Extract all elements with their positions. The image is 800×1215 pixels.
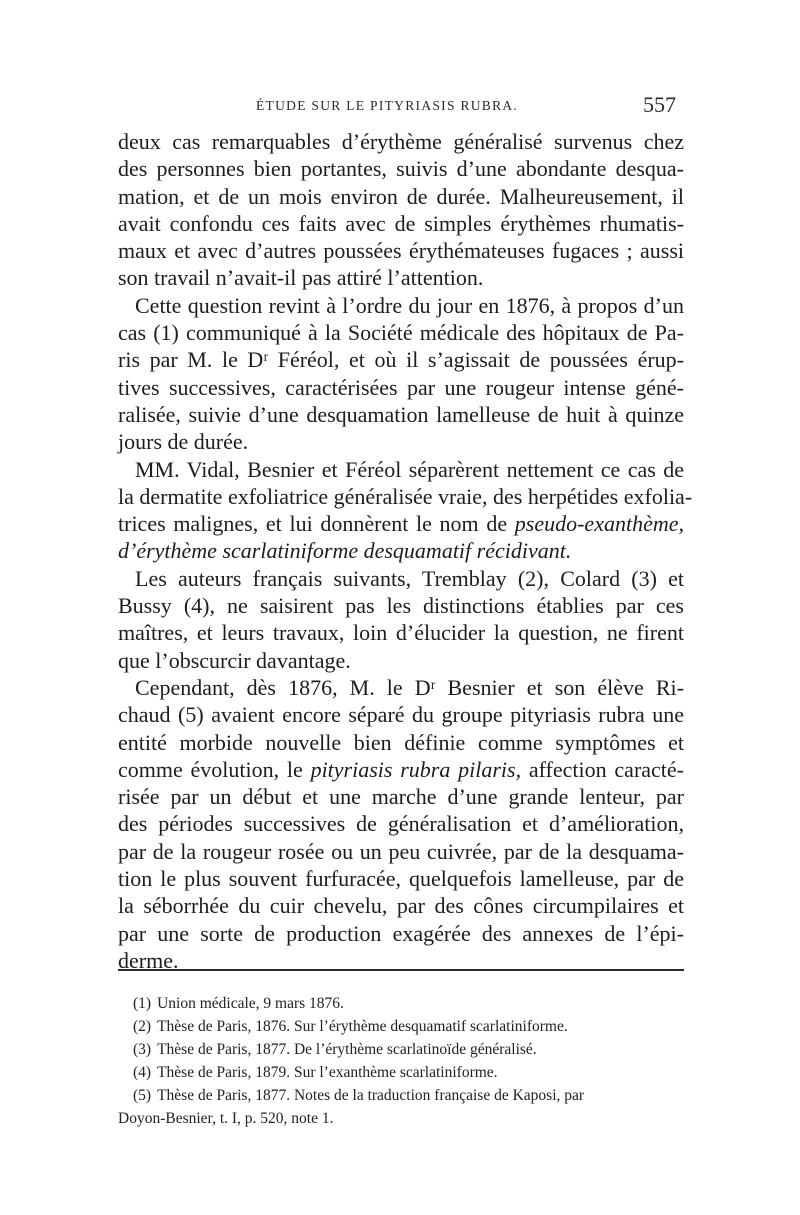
italic-term: d’érythème scarlatiniforme desquamatif récidivant. — [118, 538, 572, 564]
text-line: la séborrhée du cuir chevelu, par des cônes circumpilaires et — [118, 893, 684, 919]
footnote-text: Thèse de Paris, 1876. Sur l’érythème desquamatif scarlatiniforme. — [157, 1018, 568, 1035]
text-run: affection caracté- — [521, 756, 684, 782]
footnote — [118, 1084, 684, 1107]
text-line: mation, et de un mois environ de durée. Malheureusement, il — [118, 183, 684, 209]
footnote-divider — [118, 969, 684, 971]
text-line: cas (1) communiqué à la Société médicale des hôpitaux de Pa- — [118, 320, 684, 346]
text-line: des personnes bien portantes, suivis d’une abondante desqua- — [118, 156, 684, 182]
text-line: des périodes successives de généralisation et d’amélioration, — [118, 811, 684, 837]
footnote-number: (1) — [133, 995, 152, 1012]
text-line: jours de durée. — [118, 429, 249, 455]
text-run: trices malignes, et lui donnèrent le nom de — [118, 511, 515, 537]
footnote-number: (5) — [133, 1087, 152, 1104]
body-text — [118, 128, 693, 974]
text-line: ris par M. le Dʳ Féréol, et où il s’agissait de poussées érup- — [118, 347, 684, 373]
footnote — [118, 992, 684, 1015]
text-line — [118, 510, 684, 537]
page-number: 557 — [643, 92, 676, 117]
text-line: Cette question revint à l’ordre du jour en 1876, à propos d’un — [135, 292, 684, 318]
text-line: tion le plus souvent furfuracée, quelquefois lamelleuse, par de — [118, 866, 684, 892]
text-line: ralisée, suivie d’une desquamation lamelleuse de huit à quinze — [118, 401, 684, 427]
footnote — [118, 1015, 684, 1038]
footnote-text: Thèse de Paris, 1877. Notes de la traduction française de Kaposi, par — [157, 1087, 585, 1104]
text-line: risée par un début et une marche d’une grande lenteur, par — [118, 784, 684, 810]
text-line: maîtres, et leurs travaux, loin d’élucider la question, ne firent — [118, 620, 684, 646]
footnote-text: Thèse de Paris, 1877. De l’érythème scarlatinoïde généralisé. — [157, 1041, 537, 1058]
running-head: ÉTUDE SUR LE PITYRIASIS RUBRA. — [256, 98, 519, 113]
text-line: tives successives, caractérisées par une rougeur intense géné- — [118, 374, 684, 400]
text-line: par une sorte de production exagérée des annexes de l’épi- — [118, 920, 684, 946]
text-line — [118, 537, 684, 564]
footnote-number: (3) — [133, 1041, 152, 1058]
text-line: deux cas remarquables d’érythème généralisé survenus chez — [118, 129, 684, 154]
footnotes — [118, 992, 684, 1130]
text-line: la dermatite exfoliatrice généralisée vraie, des herpétides exfolia- — [118, 483, 693, 509]
text-line: que l’obscurcir davantage. — [118, 647, 351, 673]
footnote-text: Union médicale, 9 mars 1876. — [157, 995, 344, 1012]
footnote-number: (4) — [133, 1064, 152, 1081]
text-run: comme évolution, le — [118, 756, 311, 782]
text-line: maux et avec d’autres poussées érythémateuses fugaces ; aussi — [118, 238, 684, 264]
text-line: Cependant, dès 1876, M. le Dʳ Besnier et son élève Ri- — [135, 674, 684, 700]
text-line: Bussy (4), ne saisirent pas les distinctions établies par ces — [118, 593, 684, 619]
text-line: son travail n’avait-il pas attiré l’attention. — [118, 265, 484, 291]
footnote-number: (2) — [133, 1018, 152, 1035]
footnote — [118, 1061, 684, 1084]
text-line: chaud (5) avaient encore séparé du groupe pityriasis rubra une — [118, 702, 684, 728]
footnote — [118, 1038, 684, 1061]
footnote-text: Thèse de Paris, 1879. Sur l’exanthème scarlatiniforme. — [157, 1064, 498, 1081]
italic-term: pseudo-exanthème, — [514, 511, 684, 537]
italic-term: pityriasis rubra pilaris, — [310, 756, 522, 782]
text-line: Les auteurs français suivants, Tremblay (2), Colard (3) et — [135, 565, 684, 591]
text-line: MM. Vidal, Besnier et Féréol séparèrent nettement ce cas de — [135, 456, 684, 482]
text-line: avait confondu ces faits avec de simples érythèmes rhumatis- — [118, 210, 684, 236]
text-line: derme. — [118, 947, 179, 973]
text-line — [118, 756, 684, 783]
text-line: par de la rougeur rosée ou un peu cuivrée, par de la desquama- — [118, 838, 684, 864]
footnote-continuation: Doyon-Besnier, t. I, p. 520, note 1. — [118, 1110, 334, 1127]
text-line: entité morbide nouvelle bien définie comme symptômes et — [118, 729, 684, 755]
